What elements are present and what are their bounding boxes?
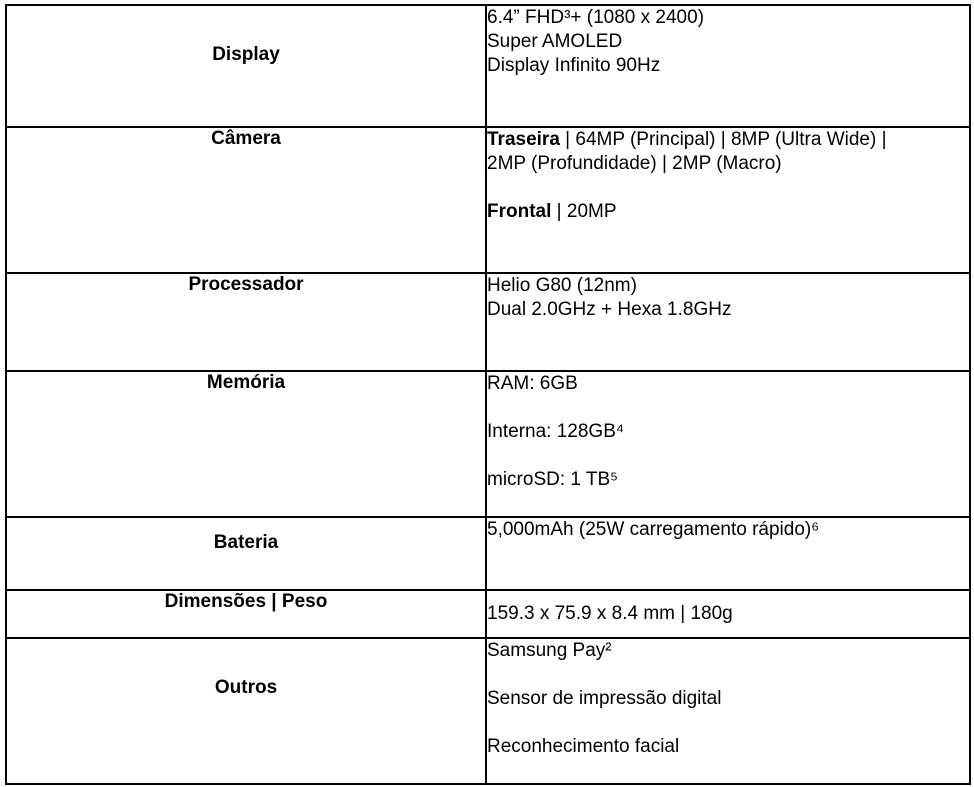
front-camera-specs: | 20MP (551, 201, 617, 222)
specs-table (5, 4, 971, 785)
value-line: 159.3 x 75.9 x 8.4 mm | 180g (487, 603, 733, 624)
value-line: Display Infinito 90Hz (487, 55, 661, 76)
row-value (486, 127, 970, 273)
table-row (6, 590, 970, 638)
value-line: Sensor de impressão digital (487, 688, 722, 709)
row-value (486, 517, 970, 590)
value-line: Samsung Pay² (487, 640, 612, 661)
value-line: 2MP (Profundidade) | 2MP (Macro) (487, 153, 782, 174)
rear-camera-specs: | 64MP (Principal) | 8MP (Ultra Wide) | (559, 129, 887, 150)
row-value (486, 638, 970, 784)
value-line: Interna: 128GB⁴ (487, 421, 625, 442)
row-label: Display (6, 5, 486, 127)
row-label: Dimensões | Peso (6, 590, 486, 638)
table-row (6, 127, 970, 273)
row-value (486, 5, 970, 127)
value-line: Helio G80 (12nm) (487, 275, 637, 296)
value-line: 5,000mAh (25W carregamento rápido)⁶ (487, 519, 820, 540)
row-label: Memória (6, 371, 486, 517)
front-camera-label: Frontal (487, 201, 552, 222)
row-label: Câmera (6, 127, 486, 273)
table-row (6, 638, 970, 784)
table-row (6, 371, 970, 517)
table-row (6, 273, 970, 371)
value-line (487, 128, 969, 152)
row-label: Outros (6, 638, 486, 784)
rear-camera-label: Traseira (487, 129, 560, 150)
row-value (486, 371, 970, 517)
row-label: Bateria (6, 517, 486, 590)
value-line: Dual 2.0GHz + Hexa 1.8GHz (487, 299, 732, 320)
value-line: Reconhecimento facial (487, 736, 680, 757)
row-value (486, 590, 970, 638)
row-label: Processador (6, 273, 486, 371)
row-value (486, 273, 970, 371)
value-line: 6.4” FHD³+ (1080 x 2400) (487, 7, 705, 28)
value-line: RAM: 6GB (487, 373, 578, 394)
value-line: microSD: 1 TB⁵ (487, 469, 619, 490)
table-row (6, 5, 970, 127)
value-line: Super AMOLED (487, 31, 623, 52)
table-row (6, 517, 970, 590)
value-line (487, 200, 969, 224)
